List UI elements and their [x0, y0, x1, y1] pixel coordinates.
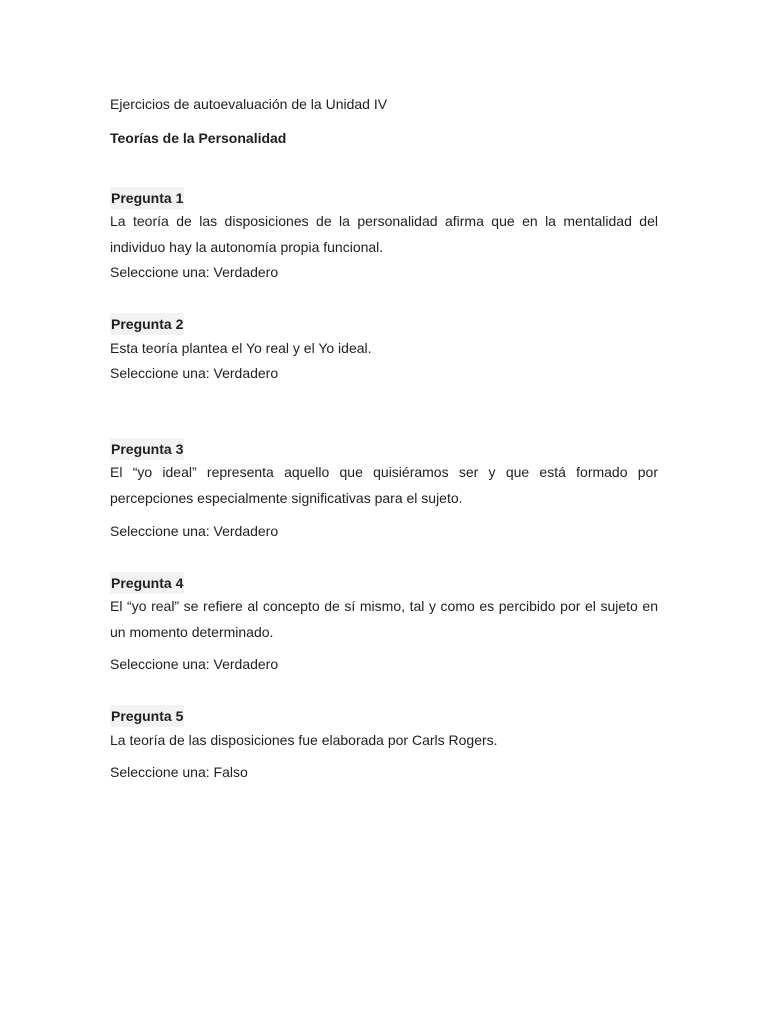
question-2 — [110, 313, 658, 335]
question-5 — [110, 705, 658, 727]
question-answer: Seleccione una: Falso — [110, 764, 248, 780]
question-label: Pregunta 5 — [110, 705, 184, 727]
question-answer: Seleccione una: Verdadero — [110, 264, 279, 280]
question-1 — [110, 187, 658, 209]
question-label: Pregunta 2 — [110, 313, 184, 335]
question-text: La teoría de las disposiciones de la personalidad afirma que en la mentalidad del individuo hay la autonomía propia funcional. — [110, 213, 658, 255]
question-text: Esta teoría plantea el Yo real y el Yo ideal. — [110, 340, 372, 356]
question-label: Pregunta 1 — [110, 187, 184, 209]
document-subheading: Teorías de la Personalidad — [110, 130, 287, 146]
question-label: Pregunta 3 — [110, 438, 184, 460]
question-text: El “yo ideal” representa aquello que quisiéramos ser y que está formado por percepciones especialmente significativas para el sujeto. — [110, 464, 658, 506]
question-4 — [110, 572, 658, 594]
question-text: El “yo real” se refiere al concepto de sí mismo, tal y como es percibido por el sujeto en un momento determinado. — [110, 598, 658, 640]
question-3 — [110, 438, 658, 460]
question-answer: Seleccione una: Verdadero — [110, 523, 279, 539]
document-heading: Ejercicios de autoevaluación de la Unidad IV — [110, 96, 388, 112]
question-answer: Seleccione una: Verdadero — [110, 365, 279, 381]
question-text: La teoría de las disposiciones fue elaborada por Carls Rogers. — [110, 732, 498, 748]
question-label: Pregunta 4 — [110, 572, 184, 594]
question-answer: Seleccione una: Verdadero — [110, 656, 279, 672]
